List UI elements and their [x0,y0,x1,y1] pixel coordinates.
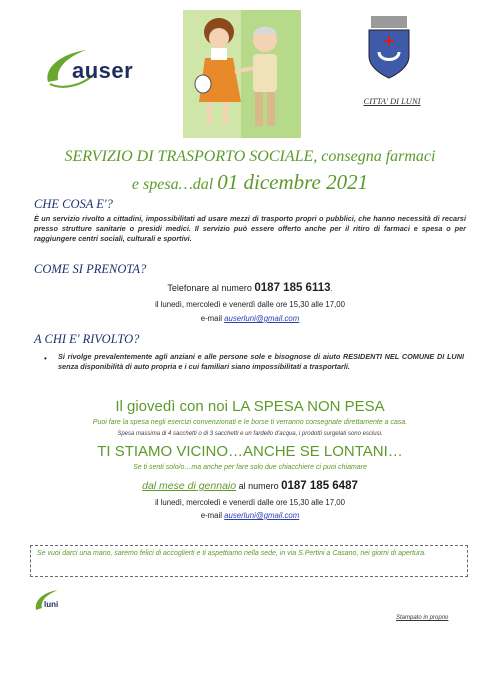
booking-hours: il lunedì, mercoledì e venerdì dalle ore 15,30 alle 17,00 [155,300,345,309]
heading-book: COME SI PRENOTA? [34,262,147,276]
booking-email-link[interactable]: auserluni@gmail.com [224,314,300,323]
who-bullet-text: Si rivolge prevalentemente agli anziani e alle persone sole e bisognose di aiuto RESIDENTI NEL COMUNE DI LUNI senza disponibilità di auto propria e i cui familiari siano impossibilitati a trasportarli. [58,352,464,372]
near-line1: Se ti senti solo/o…ma anche per fare solo due chiacchiere ci puoi chiamare [133,464,367,471]
shopping-line2: Spesa massima di 4 sacchetti o di 3 sacchetti e un fardello d'acqua, i prodotti surgelati sono esclusi. [117,431,383,437]
near-phone-row [0,480,500,492]
booking-email-label: e-mail [200,314,225,323]
near-phone-number[interactable]: 0187 185 6487 [281,480,358,492]
auser-logo [42,44,162,94]
luni-logo-text: luni [44,600,59,609]
printed-note: Stampato in proprio [396,615,449,621]
title-prefix: e spesa…dal [131,176,218,193]
near-email-label: e-mail [200,511,225,520]
near-month-label: dal mese di gennaio [142,480,237,492]
luni-logo [34,588,74,618]
near-hours: il lunedì, mercoledì e venerdì dalle ore 15,30 alle 17,00 [155,498,345,507]
booking-phone-number[interactable]: 0187 185 6113 [254,282,331,294]
auser-logo-text: auser [72,58,134,83]
heading-who: A CHI E' RIVOLTO? [34,332,140,346]
page-title-line2 [0,170,500,195]
booking-phone-row [0,282,500,294]
page-title-line1: SERVIZIO DI TRASPORTO SOCIALE, consegna farmaci [64,148,436,165]
near-phone-label: al numero [236,481,282,491]
city-crest-icon [365,16,413,80]
booking-phone-label: Telefonare al numero [167,283,255,293]
title-date: 01 dicembre 2021 [217,170,369,194]
bullet-icon: • [44,354,47,363]
near-email-link[interactable]: auserluni@gmail.com [224,511,300,520]
elderly-couple-illustration [183,10,301,138]
shopping-heading: Il giovedì con noi LA SPESA NON PESA [115,398,385,415]
heading-what: CHE COSA E'? [34,197,113,211]
near-email-row [0,511,500,520]
booking-email-row [0,314,500,323]
shopping-line1: Puoi fare la spesa negli esercizi convenzionati e le borse ti verranno consegnate direttamente a casa. [92,419,408,426]
volunteer-note-box [30,545,468,577]
what-paragraph: È un servizio rivolto a cittadini, impossibilitati ad usare mezzi di trasporto propri o pubblici, che hanno necessità di recarsi presso strutture sanitarie o presidi medici. Il servizio può essere offerto anche per il ritiro di farmaci e spesa o per raggiungere centri sociali, culturali e sportivi. [34,214,466,244]
booking-phone-suffix: . [330,284,333,293]
near-heading: TI STIAMO VICINO…ANCHE SE LONTANI… [97,443,403,460]
volunteer-note-text: Se vuoi darci una mano, saremo felici di accoglierti e ti aspettiamo nella sede, in via S.Pertini a Casano, nei giorni di apertura. [37,550,427,557]
city-name: CITTA' DI LUNI [363,96,421,106]
who-bullet [44,352,464,372]
